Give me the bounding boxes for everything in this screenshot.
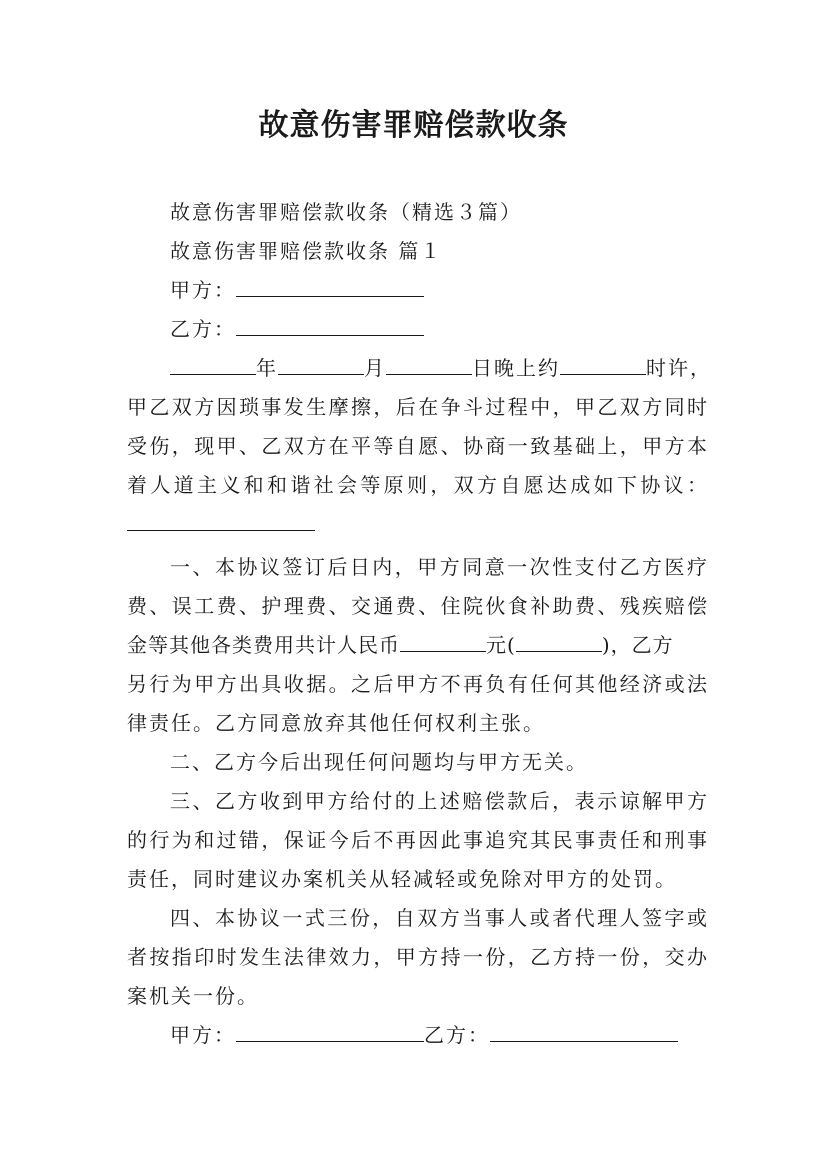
signature-b-label: 乙方： (424, 1023, 490, 1047)
clause1-line-2: 费、误工费、护理费、交通费、住院伙食补助费、残疾赔偿 (127, 594, 707, 618)
clause1-amount-prefix: 金等其他各类费用共计人民币 (127, 633, 400, 657)
day-blank (386, 356, 472, 375)
party-b-blank (236, 317, 424, 336)
intro-line-2: 受伤，现甲、乙双方在平等自愿、协商一致基础上，甲方本 (127, 434, 707, 458)
month-label: 月 (364, 356, 386, 380)
clause4-line-3: 案机关一份。 (127, 984, 259, 1008)
time-blank (560, 356, 646, 375)
clause3-line-2: 的行为和过错，保证今后不再因此事追究其民事责任和刑事 (127, 828, 707, 852)
date-line (170, 356, 712, 380)
clause1-line-3 (127, 633, 707, 657)
intro-line-3: 着人道主义和和谐社会等原则，双方自愿达成如下协议： (127, 473, 707, 497)
party-a-blank (236, 278, 424, 297)
signature-b-blank (490, 1023, 678, 1042)
clause1-suffix: )，乙方 (601, 633, 674, 657)
party-b-line (170, 317, 750, 341)
amount-uppercase-blank (516, 633, 602, 652)
party-a-line (170, 278, 750, 302)
agreement-blank-line (127, 512, 707, 536)
clause1-yuan: 元( (486, 633, 516, 657)
clause2: 二、乙方今后出现任何问题均与甲方无关。 (170, 750, 588, 774)
party-a-label: 甲方： (170, 278, 236, 302)
clause1-line-4: 另行为甲方出具收据。之后甲方不再负有任何其他经济或法 (127, 672, 707, 696)
signature-line (170, 1023, 750, 1047)
signature-a-blank (236, 1023, 424, 1042)
day-label: 日晚上约 (472, 356, 560, 380)
signature-a-label: 甲方： (170, 1023, 236, 1047)
party-b-label: 乙方： (170, 317, 236, 341)
month-blank (278, 356, 364, 375)
agreement-blank (127, 512, 315, 531)
clause3-line-3: 责任，同时建议办案机关从轻减轻或免除对甲方的处罚。 (127, 867, 677, 891)
time-label: 时许， (646, 356, 712, 380)
section-heading: 故意伤害罪赔偿款收条 篇１ (170, 239, 443, 263)
intro-line-1: 甲乙双方因琐事发生摩擦，后在争斗过程中，甲乙双方同时 (127, 395, 707, 419)
clause1-line-5: 律责任。乙方同意放弃其他任何权利主张。 (127, 711, 545, 735)
subtitle: 故意伤害罪赔偿款收条（精选３篇） (170, 200, 522, 224)
clause1-line-1: 一、本协议签订后日内，甲方同意一次性支付乙方医疗 (170, 555, 707, 579)
amount-blank (400, 633, 486, 652)
clause3-line-1: 三、乙方收到甲方给付的上述赔偿款后，表示谅解甲方 (170, 789, 707, 813)
year-blank (170, 356, 256, 375)
year-label: 年 (256, 356, 278, 380)
clause4-line-2: 者按指印时发生法律效力，甲方持一份，乙方持一份，交办 (127, 945, 707, 969)
document-title: 故意伤害罪赔偿款收条 (258, 108, 569, 143)
clause4-line-1: 四、本协议一式三份，自双方当事人或者代理人签字或 (170, 906, 707, 930)
